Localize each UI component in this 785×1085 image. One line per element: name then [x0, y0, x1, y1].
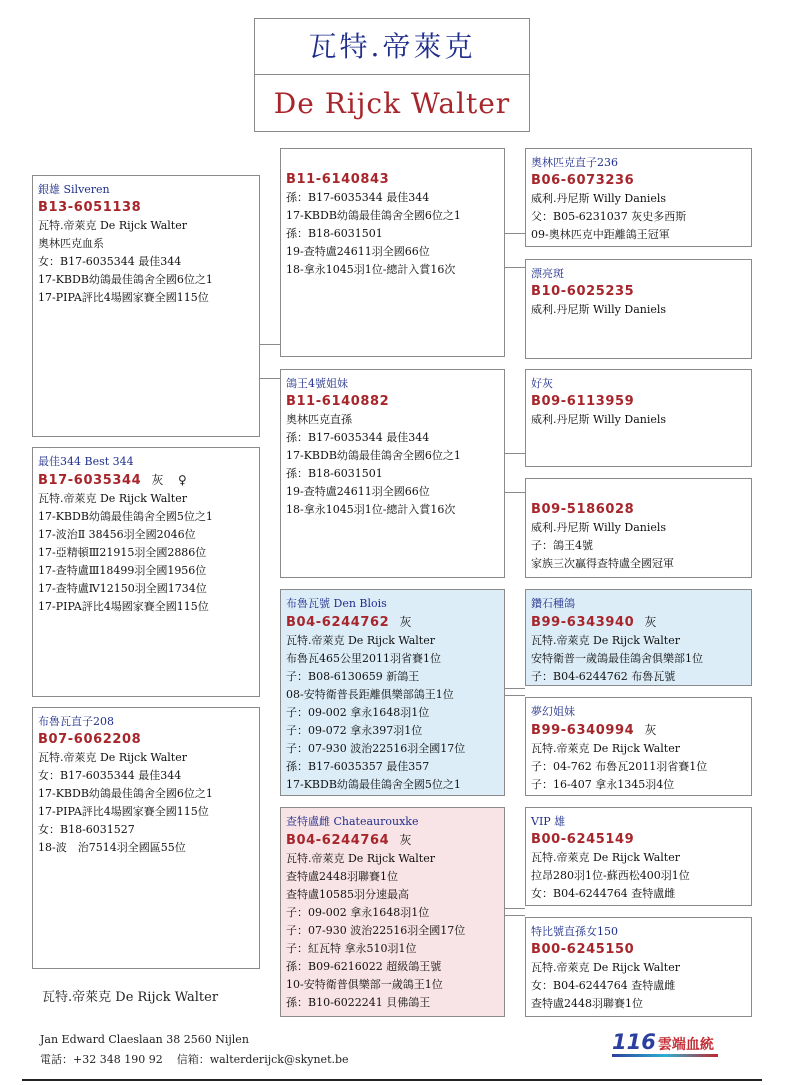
pedigree-box-dss	[525, 589, 752, 686]
pigeon-name: 漂亮斑	[531, 267, 564, 280]
detail-line: 子：09-072 拿永397羽1位	[286, 724, 423, 737]
pedigree-box-sibling	[32, 707, 260, 969]
pedigree-box-ssd	[525, 259, 752, 359]
detail-line: 17-PIPA評比4場國家賽全國115位	[38, 291, 209, 304]
detail-line: 威利.丹尼斯 Willy Daniels	[531, 413, 667, 426]
ring-number	[531, 721, 751, 740]
pedigree-box-ddd	[525, 917, 752, 1017]
detail-line: 17-亞精頓Ⅲ21915羽全國2886位	[38, 546, 207, 559]
pigeon-name: 鴿王4號姐妹	[286, 377, 348, 390]
logo-text: 雲端血統	[657, 1037, 714, 1053]
pigeon-name: 特比號直孫女150	[531, 925, 618, 938]
ring-number	[286, 613, 504, 632]
detail-line: 子：09-002 拿永1648羽1位	[286, 906, 430, 919]
connector-line	[505, 688, 525, 689]
connector-line	[260, 378, 280, 379]
connector-line	[260, 344, 280, 345]
connector-line	[505, 695, 525, 696]
color-label: 灰	[151, 473, 164, 487]
detail-line: 查特盧2448羽聯賽1位	[286, 870, 398, 883]
connector-line	[505, 233, 525, 234]
pedigree-box-sss	[525, 148, 752, 247]
detail-line: 17-波治Ⅱ 38456羽全國2046位	[38, 528, 196, 541]
pigeon-name: 查特盧雌 Chateaurouxke	[286, 815, 419, 828]
detail-line: 布魯瓦465公里2011羽省賽1位	[286, 652, 441, 665]
pigeon-name: VIP 雄	[531, 815, 566, 828]
pedigree-box-sdd	[525, 478, 752, 578]
color-label: 灰	[399, 833, 412, 847]
detail-line: 18-拿永1045羽1位-總計入賞16次	[286, 503, 456, 516]
detail-line: 19-查特盧24611羽全國66位	[286, 485, 430, 498]
detail-line: 瓦特.帝萊克 De Rijck Walter	[286, 852, 435, 865]
detail-line: 瓦特.帝萊克 De Rijck Walter	[531, 634, 680, 647]
detail-line: 17-KBDB幼鴿最佳鴿舍全國5位之1	[286, 778, 461, 791]
pedigree-box-sds	[525, 369, 752, 467]
detail-line: 拉昂280羽1位-蘇西松400羽1位	[531, 869, 690, 882]
ring-number: B06-6073236	[531, 173, 635, 188]
connector-line	[505, 453, 525, 454]
ring-value: B04-6244762	[286, 615, 390, 630]
detail-line: 18-拿永1045羽1位-總計入賞16次	[286, 263, 456, 276]
detail-line: 父：B05-6231037 灰史多西斯	[531, 210, 687, 223]
phone-label: 電話：	[40, 1053, 73, 1066]
color-label: 灰	[644, 723, 657, 737]
title-english: De Rijck Walter	[273, 87, 511, 120]
detail-line: 08-安特衛普長距離俱樂部鴿王1位	[286, 688, 454, 701]
detail-line: 女：B04-6244764 查特盧雌	[531, 887, 676, 900]
email-address[interactable]: walterderijck@skynet.be	[209, 1053, 349, 1066]
pedigree-box-sire-dam	[280, 369, 505, 578]
pedigree-title-box	[254, 18, 530, 132]
detail-line: 子：07-930 波治22516羽全國17位	[286, 924, 466, 937]
ring-number: B07-6062208	[38, 732, 142, 747]
footer-owner: 瓦特.帝萊克 De Rijck Walter	[42, 990, 219, 1005]
detail-line: 子：B04-6244762 布魯瓦號	[531, 670, 676, 683]
pedigree-box-dam	[32, 447, 260, 697]
detail-line: 子：B08-6130659 新鴿王	[286, 670, 420, 683]
detail-line: 17-查特盧Ⅲ18499羽全國1956位	[38, 564, 207, 577]
ring-value: B99-6343940	[531, 615, 635, 630]
female-symbol-icon: ♀	[177, 473, 188, 487]
ring-number: B11-6140843	[286, 172, 390, 187]
color-label: 灰	[399, 615, 412, 629]
detail-line: 瓦特.帝萊克 De Rijck Walter	[38, 219, 187, 232]
connector-line	[505, 267, 525, 268]
email-label: 信箱：	[176, 1053, 210, 1066]
detail-line: 子：鴿王4號	[531, 539, 593, 552]
pigeon-name: 鑽石種鴿	[531, 597, 575, 610]
ring-value: B17-6035344	[38, 473, 142, 488]
ring-number: B00-6245149	[531, 832, 635, 847]
ring-value: B04-6244764	[286, 833, 390, 848]
connector-line	[505, 908, 525, 909]
brand-logo	[612, 1030, 714, 1054]
detail-line: 子：04-762 布魯瓦2011羽省賽1位	[531, 760, 708, 773]
detail-line: 女：B17-6035344 最佳344	[38, 769, 182, 782]
detail-line: 孫：B09-6216022 超級鴿王號	[286, 960, 442, 973]
pigeon-name: 好灰	[531, 377, 553, 390]
color-label: 灰	[644, 615, 657, 629]
ring-number	[38, 471, 259, 490]
logo-underline	[612, 1054, 718, 1057]
detail-line: 孫：B10-6022241 貝佛鴿王	[286, 996, 431, 1009]
pedigree-box-sire	[32, 175, 260, 437]
pigeon-name: 奧林匹克直子236	[531, 156, 618, 169]
detail-line: 瓦特.帝萊克 De Rijck Walter	[531, 742, 680, 755]
detail-line: 奧林匹克直孫	[286, 413, 352, 426]
connector-line	[505, 915, 525, 916]
detail-line: 18-波 治7514羽全國區55位	[38, 841, 186, 854]
ring-number: B10-6025235	[531, 284, 635, 299]
detail-line: 子：09-002 拿永1648羽1位	[286, 706, 430, 719]
detail-line: 瓦特.帝萊克 De Rijck Walter	[531, 961, 680, 974]
detail-line: 17-PIPA評比4場國家賽全國115位	[38, 600, 209, 613]
pigeon-name: 布魯瓦號 Den Blois	[286, 597, 387, 610]
detail-line: 17-KBDB幼鴿最佳鴿舍全國5位之1	[38, 510, 213, 523]
pigeon-name: 夢幻姐妹	[531, 705, 575, 718]
connector-line	[505, 492, 525, 493]
detail-line: 瓦特.帝萊克 De Rijck Walter	[38, 751, 187, 764]
detail-line: 17-查特盧Ⅳ12150羽全國1734位	[38, 582, 207, 595]
detail-line: 瓦特.帝萊克 De Rijck Walter	[286, 634, 435, 647]
ring-number: B09-5186028	[531, 502, 635, 517]
detail-line: 19-查特盧24611羽全國66位	[286, 245, 430, 258]
pedigree-box-sire-sire	[280, 148, 505, 357]
detail-line: 女：B04-6244764 查特盧雌	[531, 979, 676, 992]
pedigree-box-dsd	[525, 697, 752, 796]
detail-line: 威利.丹尼斯 Willy Daniels	[531, 192, 667, 205]
detail-line: 子：16-407 拿永1345羽4位	[531, 778, 675, 791]
pigeon-name: 布魯瓦直子208	[38, 715, 114, 728]
ring-number: B13-6051138	[38, 200, 142, 215]
detail-line: 子：紅瓦特 拿永510羽1位	[286, 942, 417, 955]
detail-line: 孫：B17-6035344 最佳344	[286, 431, 430, 444]
detail-line: 10-安特衛普俱樂部一歲鴿王1位	[286, 978, 443, 991]
ring-number: B09-6113959	[531, 394, 635, 409]
pedigree-box-dds	[525, 807, 752, 906]
detail-line: 孫：B17-6035357 最佳357	[286, 760, 430, 773]
title-chinese: 瓦特.帝萊克	[255, 19, 529, 75]
detail-line: 孫：B18-6031501	[286, 467, 383, 480]
detail-line: 子：07-930 波治22516羽全國17位	[286, 742, 466, 755]
phone-number: +32 348 190 92	[73, 1053, 163, 1066]
detail-line: 女：B17-6035344 最佳344	[38, 255, 182, 268]
ring-number: B00-6245150	[531, 942, 635, 957]
detail-line: 孫：B17-6035344 最佳344	[286, 191, 430, 204]
detail-line: 威利.丹尼斯 Willy Daniels	[531, 303, 667, 316]
ring-value: B99-6340994	[531, 723, 635, 738]
ring-number	[286, 831, 504, 850]
detail-line: 奧林匹克血系	[38, 237, 104, 250]
ring-number: B11-6140882	[286, 394, 390, 409]
pigeon-name: 最佳344 Best 344	[38, 455, 134, 468]
detail-line: 威利.丹尼斯 Willy Daniels	[531, 521, 667, 534]
bottom-divider	[22, 1079, 762, 1081]
logo-number: 116	[612, 1030, 656, 1054]
footer-contact	[40, 1051, 349, 1067]
detail-line: 17-KBDB幼鴿最佳鴿舍全國6位之1	[38, 787, 213, 800]
footer-address: Jan Edward Claeslaan 38 2560 Nijlen	[40, 1033, 249, 1046]
detail-line: 家族三次贏得查特盧全國冠軍	[531, 557, 674, 570]
detail-line: 查特盧2448羽聯賽1位	[531, 997, 643, 1010]
detail-line: 女：B18-6031527	[38, 823, 135, 836]
detail-line: 查特盧10585羽分速最高	[286, 888, 409, 901]
pedigree-box-dam-sire	[280, 589, 505, 796]
detail-line: 17-KBDB幼鴿最佳鴿舍全國6位之1	[38, 273, 213, 286]
detail-line: 瓦特.帝萊克 De Rijck Walter	[531, 851, 680, 864]
detail-line: 安特衛普一歲鴿最佳鴿舍俱樂部1位	[531, 652, 703, 665]
pigeon-name: 銀雄 Silveren	[38, 183, 110, 196]
detail-line: 瓦特.帝萊克 De Rijck Walter	[38, 492, 187, 505]
detail-line: 孫：B18-6031501	[286, 227, 383, 240]
ring-number	[531, 613, 751, 632]
detail-line: 17-KBDB幼鴿最佳鴿舍全國6位之1	[286, 209, 461, 222]
detail-line: 17-PIPA評比4場國家賽全國115位	[38, 805, 209, 818]
detail-line: 09-奧林匹克中距離鴿王冠軍	[531, 228, 670, 241]
detail-line: 17-KBDB幼鴿最佳鴿舍全國6位之1	[286, 449, 461, 462]
pedigree-box-dam-dam	[280, 807, 505, 1017]
